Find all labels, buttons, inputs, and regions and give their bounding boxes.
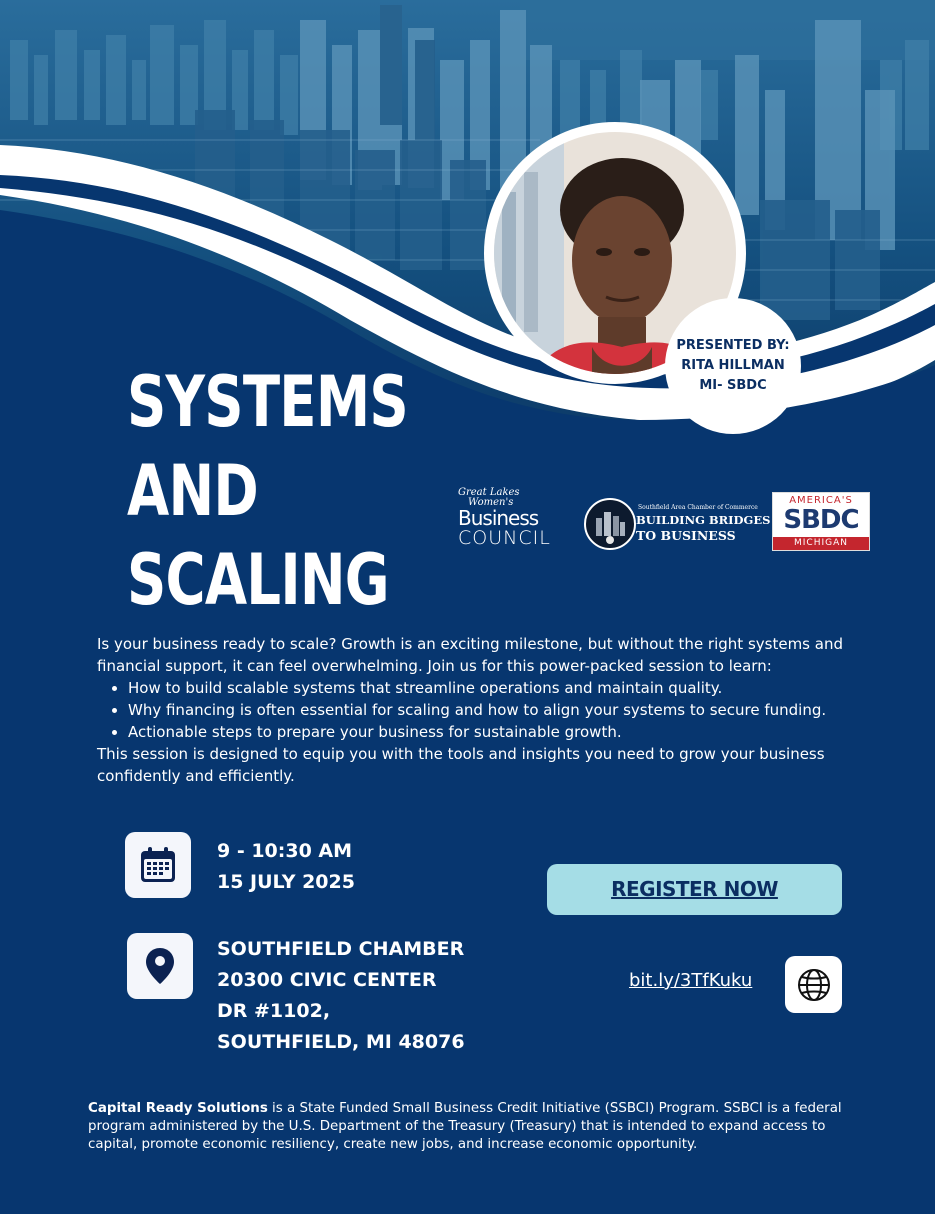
- location-line: SOUTHFIELD CHAMBER: [217, 938, 465, 960]
- glwbc-line-4: COUNCIL: [458, 527, 551, 549]
- building-bridges-line-1: BUILDING BRIDGES: [636, 513, 771, 527]
- event-location: [217, 934, 465, 1058]
- description-bullets: [97, 677, 877, 743]
- partner-logos: [458, 488, 878, 554]
- event-date-time: [217, 836, 355, 898]
- calendar-icon: [125, 832, 191, 898]
- location-line: SOUTHFIELD, MI 48076: [217, 1031, 465, 1053]
- presenter-name: RITA HILLMAN: [681, 358, 785, 373]
- footer-text: is a State Funded Small Business Credit Initiative (SSBCI) Program. SSBCI is a federal program administered by the U.S. Department of the Treasury (Treasury) that is intended to expand access to capital, promote economic resiliency, create new jobs, and increase economic opportunity.: [88, 1101, 842, 1152]
- presenter-badge: [665, 298, 801, 434]
- description-outro: This session is designed to equip you with the tools and insights you need to grow your business confidently and efficiently.: [97, 745, 825, 785]
- globe-icon[interactable]: [785, 956, 842, 1013]
- building-bridges-subtitle: Southfield Area Chamber of Commerce: [638, 504, 758, 511]
- glwbc-line-2: Women's: [468, 497, 514, 508]
- bullet-item: • Why financing is often essential for scaling and how to align your systems to secure funding.: [128, 699, 877, 721]
- title-line-1: SYSTEMS: [127, 361, 408, 443]
- glwbc-logo: [458, 488, 551, 548]
- glwbc-line-3: Business: [458, 506, 539, 530]
- presenter-label: PRESENTED BY:: [676, 338, 790, 353]
- map-pin-icon: [127, 933, 193, 999]
- bullet-item: • How to build scalable systems that streamline operations and maintain quality.: [128, 677, 877, 699]
- register-now-button[interactable]: REGISTER NOW: [547, 864, 842, 915]
- sbdc-bottom-text: MICHIGAN: [773, 537, 869, 550]
- footer-program-name: Capital Ready Solutions: [88, 1101, 268, 1116]
- location-line: DR #1102,: [217, 1000, 331, 1022]
- sbdc-top-text: AMERICA'S: [789, 495, 853, 506]
- building-bridges-logo: [584, 498, 771, 548]
- registration-link[interactable]: bit.ly/3TfKuku: [629, 970, 753, 991]
- glwbc-line-1: Great Lakes: [458, 487, 520, 498]
- title-line-3: SCALING: [127, 539, 389, 621]
- presenter-org: MI- SBDC: [699, 378, 767, 393]
- sbdc-logo: [772, 492, 870, 551]
- event-date: 15 JULY 2025: [217, 871, 355, 893]
- title-line-2: AND: [127, 450, 258, 532]
- footer-disclaimer: [88, 1100, 858, 1154]
- event-time: 9 - 10:30 AM: [217, 840, 353, 862]
- building-bridges-line-2: TO BUSINESS: [636, 528, 736, 543]
- bullet-item: • Actionable steps to prepare your business for sustainable growth.: [128, 721, 877, 743]
- sbdc-main-text: SBDC: [783, 505, 859, 535]
- event-title: [127, 358, 408, 625]
- event-description: [97, 633, 877, 787]
- building-bridges-emblem-icon: [584, 498, 636, 550]
- location-line: 20300 CIVIC CENTER: [217, 969, 437, 991]
- description-intro: Is your business ready to scale? Growth is an exciting milestone, but without the right systems and financial support, it can feel overwhelming. Join us for this power-packed session to learn:: [97, 635, 843, 675]
